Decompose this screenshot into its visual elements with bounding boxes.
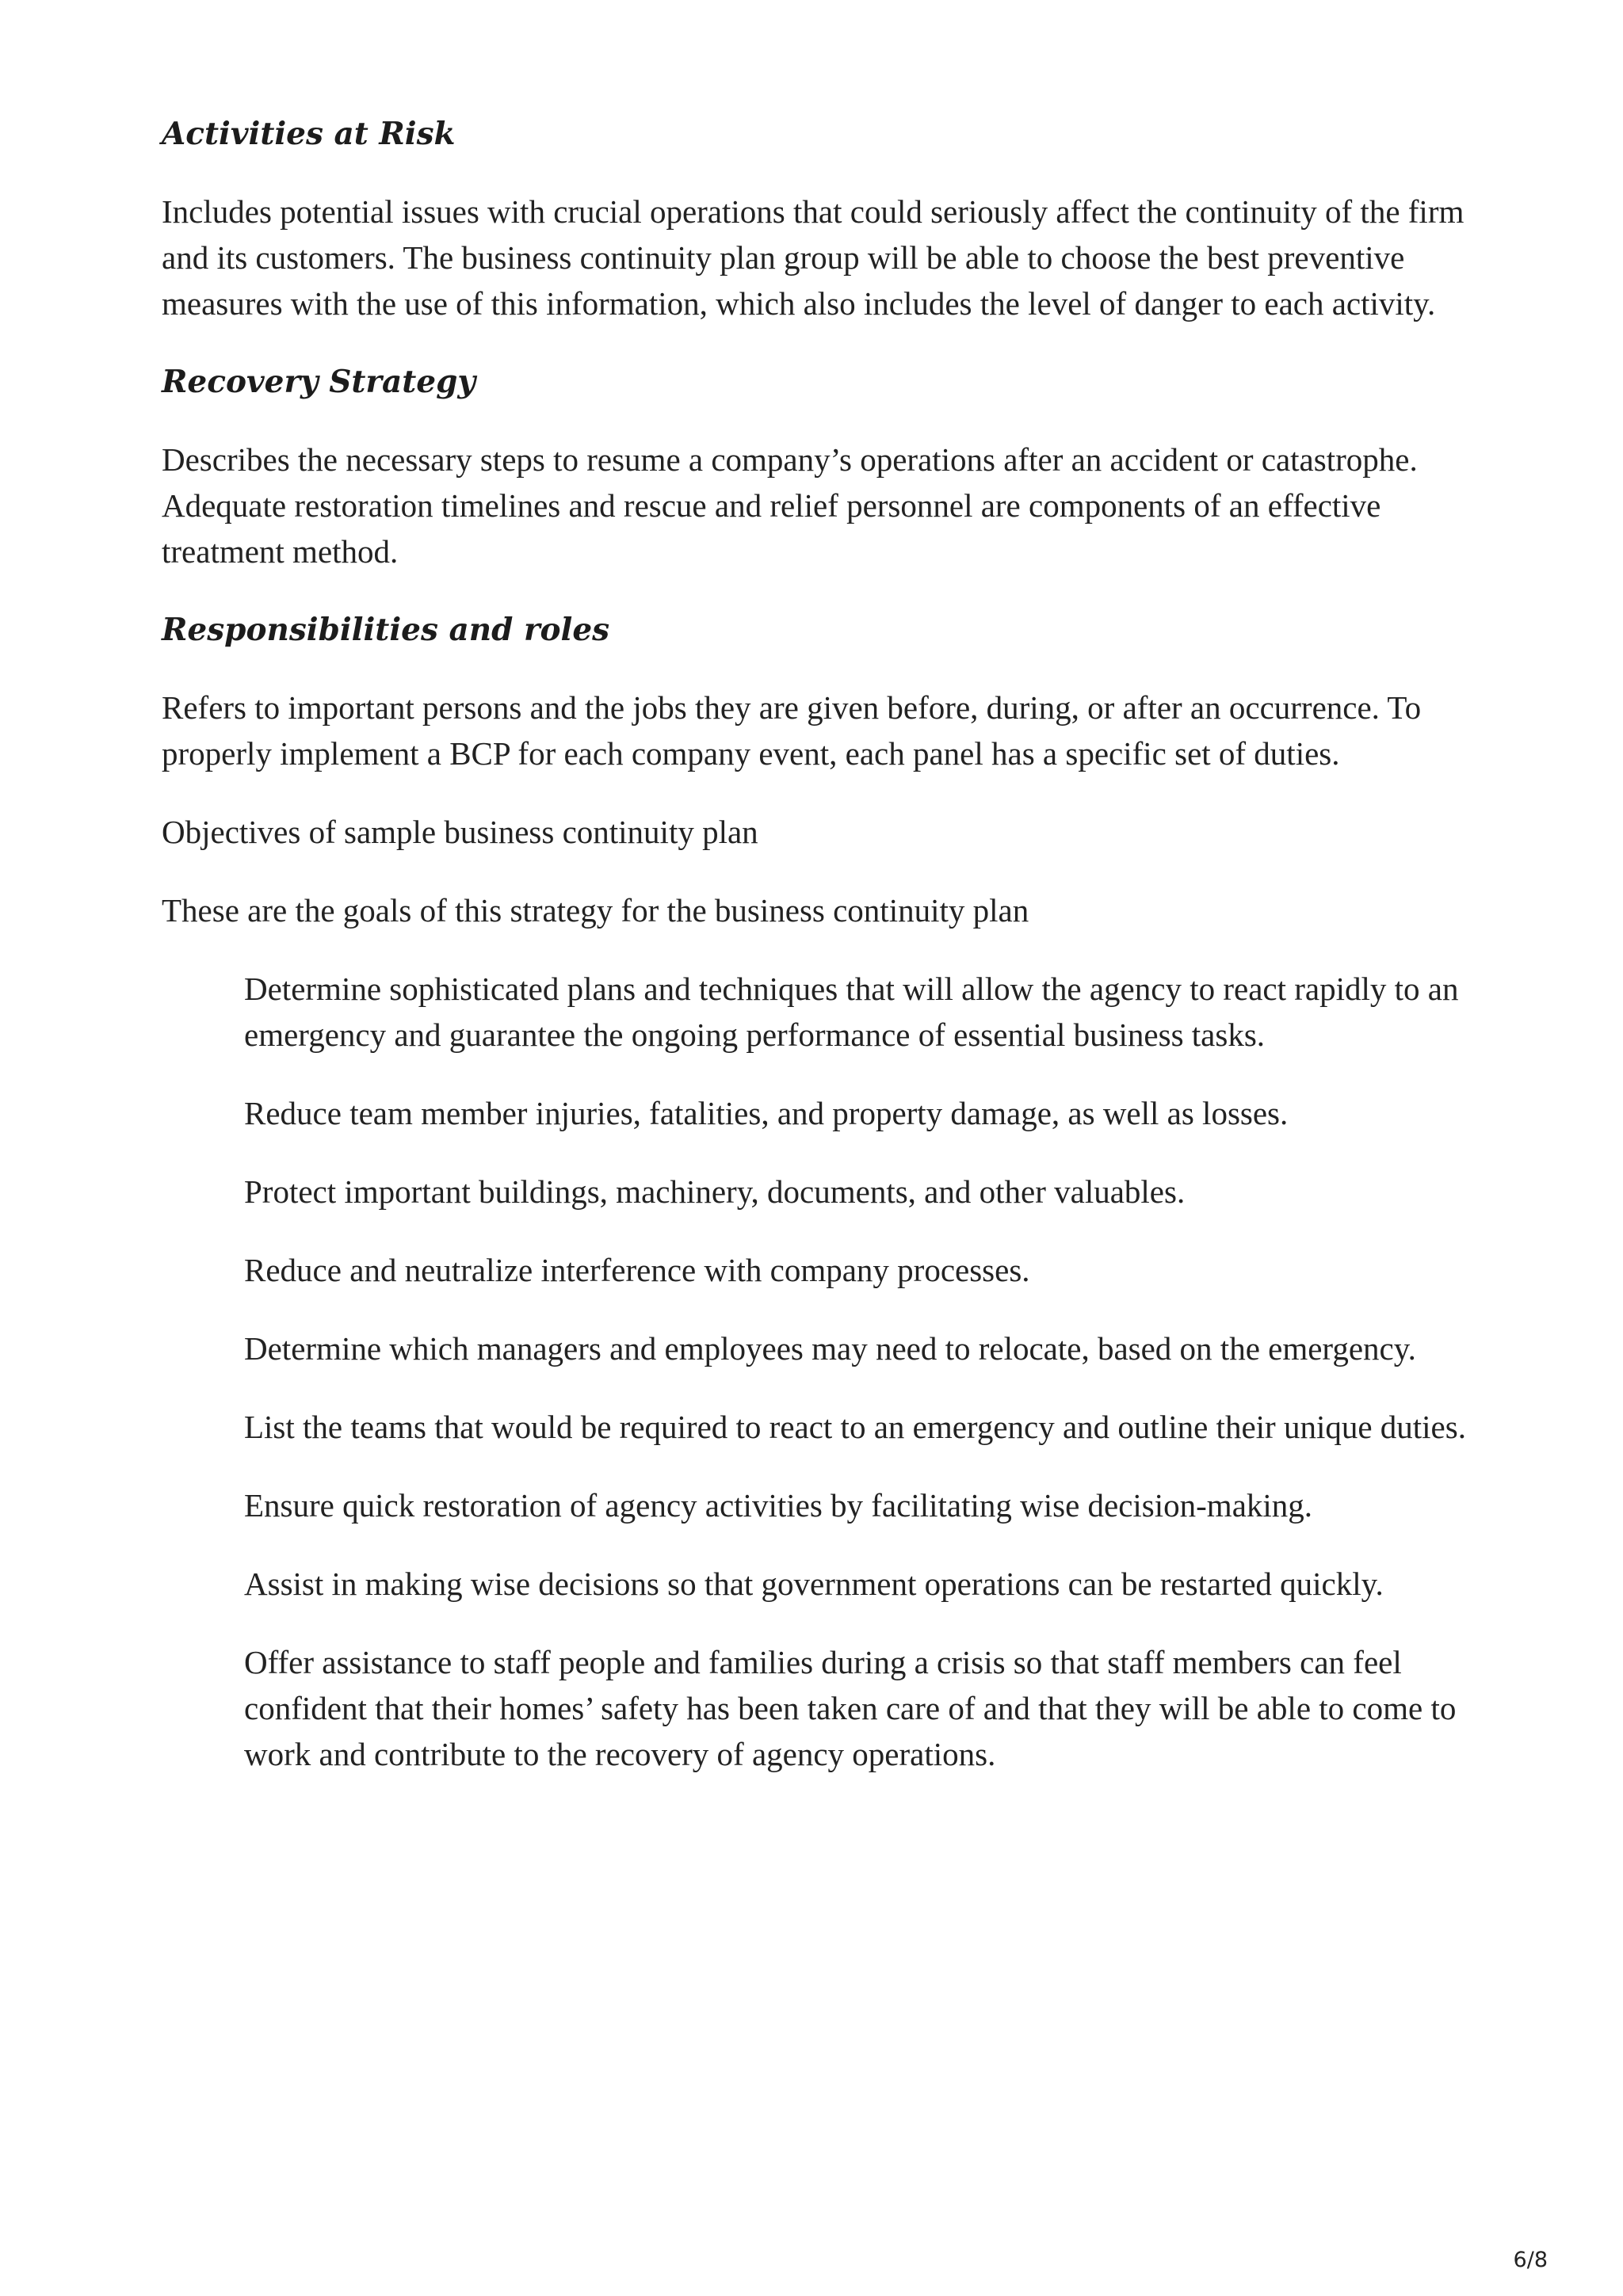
list-item: Protect important buildings, machinery, documents, and other valuables. bbox=[244, 1173, 1186, 1210]
section-body-recovery-strategy: Describes the necessary steps to resume a company’s operations after an accident or catastrophe. Adequate restoration timelines and rescue and relief personnel are components of an effective treatment method. bbox=[162, 441, 1418, 570]
section-body-responsibilities-and-roles: Refers to important persons and the jobs they are given before, during, or after an occurrence. To properly implement a BCP for each company event, each panel has a specific set of duties. bbox=[162, 689, 1422, 772]
section-heading-recovery-strategy: Recovery Strategy bbox=[162, 364, 475, 400]
section-heading-responsibilities-and-roles: Responsibilities and roles bbox=[162, 612, 610, 648]
objectives-intro: These are the goals of this strategy for the business continuity plan bbox=[162, 892, 1029, 929]
objectives-list bbox=[162, 966, 1477, 1777]
list-item: Reduce and neutralize interference with company processes. bbox=[244, 1252, 1030, 1288]
list-item: List the teams that would be required to react to an emergency and outline their unique duties. bbox=[244, 1409, 1466, 1445]
section-body-activities-at-risk: Includes potential issues with crucial operations that could seriously affect the continuity of the firm and its customers. The business continuity plan group will be able to choose the best preventive measures with the use of this information, which also includes the level of danger to each activity. bbox=[162, 193, 1465, 322]
list-item: Reduce team member injuries, fatalities, and property damage, as well as losses. bbox=[244, 1095, 1289, 1131]
list-item: Ensure quick restoration of agency activities by facilitating wise decision-making. bbox=[244, 1487, 1313, 1524]
list-item: Offer assistance to staff people and families during a crisis so that staff members can feel confident that their homes’ safety has been taken care of and that they will be able to come to work and contribute to the recovery of agency operations. bbox=[244, 1644, 1457, 1772]
objectives-title: Objectives of sample business continuity plan bbox=[162, 814, 758, 850]
section-heading-activities-at-risk: Activities at Risk bbox=[162, 116, 456, 152]
document-content bbox=[162, 111, 1477, 1810]
list-item: Determine sophisticated plans and techniques that will allow the agency to react rapidly to an emergency and guarantee the ongoing performance of essential business tasks. bbox=[244, 971, 1459, 1053]
list-item: Assist in making wise decisions so that government operations can be restarted quickly. bbox=[244, 1566, 1384, 1602]
list-item: Determine which managers and employees may need to relocate, based on the emergency. bbox=[244, 1330, 1416, 1367]
page-number: 6/8 bbox=[1513, 2248, 1548, 2272]
